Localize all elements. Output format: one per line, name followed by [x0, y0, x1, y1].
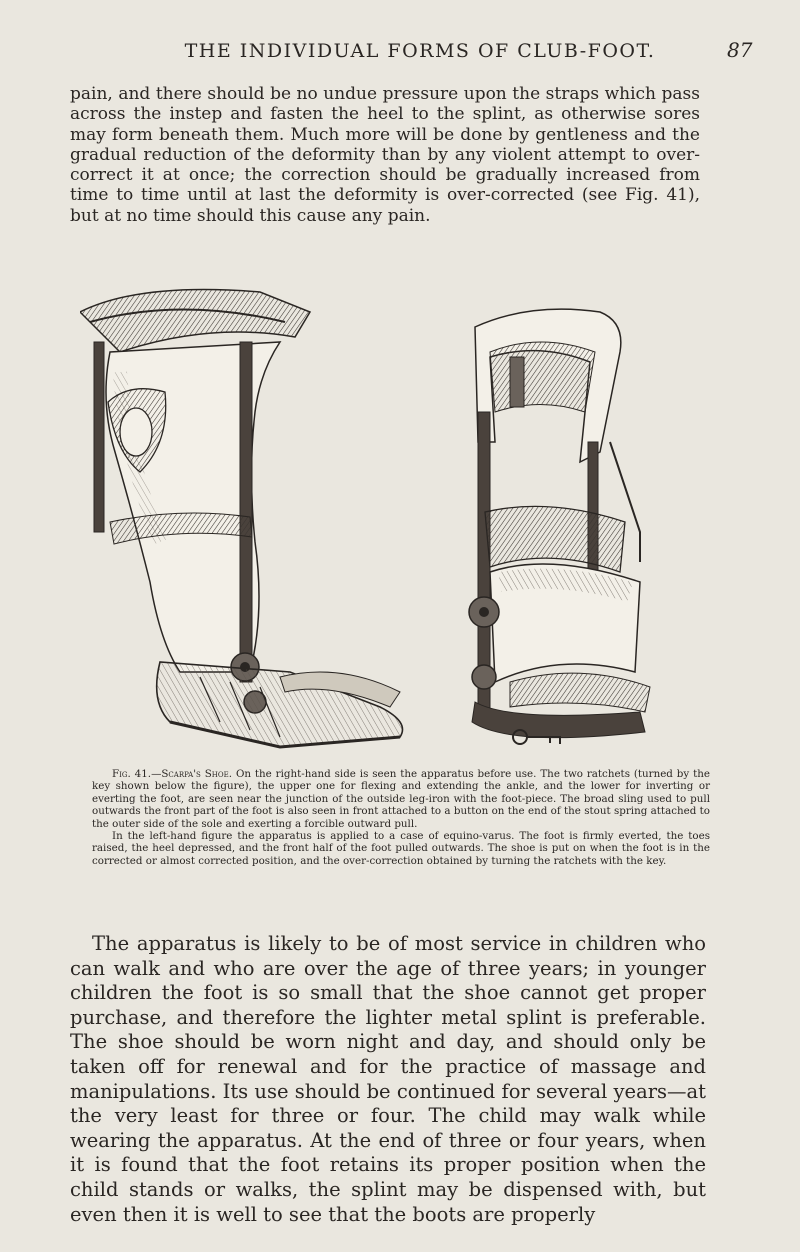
caption-title: —Scarpa's Shoe.: [151, 768, 233, 780]
figure-41: [80, 282, 710, 750]
figure-caption: [92, 768, 710, 867]
right-figure-apparatus: [469, 309, 650, 744]
body-paragraph: The apparatus is likely to be of most service in children who can walk and who are over the age of three years; in younger children the foot is so small that the shoe cannot get proper purchase, and therefore the lighter metal splint is preferable. The shoe should be worn night and day, and should only be taken off for renewal and for the practice of massage and manipulations. Its use should be continued for several years—at the very least for three or four. The child may walk while wearing the apparatus. At the end of three or four years, when it is found that the foot retains its proper position when the child stands or walks, the splint may be dispensed with, but even then it is well to see that the boots are properly: [70, 932, 706, 1226]
figure-illustration: [80, 282, 710, 750]
top-paragraph-block: [70, 84, 700, 226]
page-number: 87: [727, 38, 753, 62]
caption-paragraph-2: In the left-hand figure the apparatus is applied to a case of equino-varus. The foot is firmly everted, the toes raised, the heel depressed, and the front half of the foot pulled outwards. The shoe is put on when the foot is in the corrected or almost corrected position, and the over-correction obtained by turning the ratchets with the key.: [92, 830, 710, 867]
caption-text: On the right-hand side is seen the apparatus before use. The two ratchets (turned by the key shown below the figure), the upper one for flexing and extending the ankle, and the lower for inverting or everting the foot, are seen near the junction of the outside leg-iron with the foot-piece. The broad sling used to pull outwards the front part of the foot is also seen in front attached to a button on the end of the stout spring attached to the outer side of the sole and exerting a forcible outward pull.: [92, 768, 710, 830]
caption-paragraph: [92, 768, 710, 830]
running-title: THE INDIVIDUAL FORMS OF CLUB-FOOT.: [184, 40, 656, 62]
caption-label: Fig. 41.: [112, 768, 152, 780]
top-paragraph: pain, and there should be no undue pressure upon the straps which pass across the instep and fasten the heel to the splint, as otherwise sores may form beneath them. Much more will be done by gentleness and the gradual reduction of the deformity than by any violent attempt to over-correct it at once; the correction should be gradually increased from time to time until at last the deformity is over-corrected (see Fig. 41), but at no time should this cause any pain.: [70, 84, 700, 226]
body-paragraph-block: [70, 932, 706, 1227]
left-figure-apparatus-applied: [80, 290, 403, 748]
